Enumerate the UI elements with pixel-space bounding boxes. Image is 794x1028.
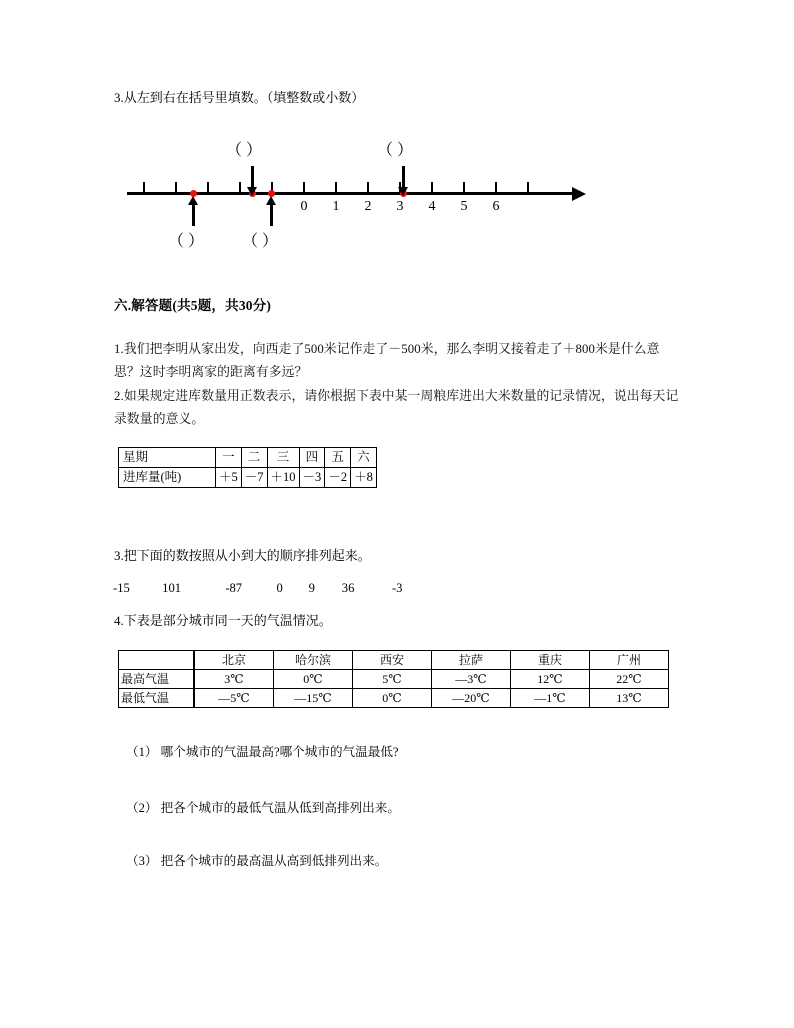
sort-number: 9	[308, 581, 315, 595]
sort-number: -3	[391, 581, 403, 595]
city-header: 西安	[353, 651, 432, 670]
number-line-pointer-down-icon	[251, 166, 254, 188]
table-row	[119, 689, 669, 708]
city-header: 哈尔滨	[274, 651, 353, 670]
number-line-label-1: 1	[332, 199, 340, 214]
question-1-number: 1.	[114, 342, 124, 356]
low-temp-cell: 13℃	[590, 689, 669, 708]
city-header: 北京	[194, 651, 274, 670]
number-line-tick	[175, 182, 177, 193]
question-3-fill-number: 3.	[114, 90, 124, 105]
sort-number: 101	[162, 581, 182, 595]
number-line-tick	[303, 182, 305, 193]
number-line-label-3: 3	[396, 199, 404, 214]
question-2-text: 如果规定进库数量用正数表示，请你根据下表中某一周粮库进出大米数量的记录情况，说出每天记录数量的意义。	[114, 389, 679, 426]
question-4-sub-1: （1） 哪个城市的气温最高?哪个城市的气温最低?	[126, 745, 399, 759]
warehouse-value-cell: ＋8	[351, 468, 377, 488]
high-temp-cell: 0℃	[274, 670, 353, 689]
question-4-sub-2: （2） 把各个城市的最低气温从低到高排列出来。	[126, 801, 400, 815]
warehouse-row-label-weekday: 星期	[119, 448, 216, 468]
low-temp-cell: —5℃	[194, 689, 274, 708]
temperature-table-corner	[119, 651, 195, 670]
warehouse-day-cell: 三	[267, 448, 299, 468]
question-3-number-list	[113, 578, 402, 598]
number-line-tick	[527, 182, 529, 193]
city-temperature-table	[118, 650, 669, 708]
table-row	[119, 651, 669, 670]
question-4-number: 4.	[114, 613, 124, 628]
number-line-label-2: 2	[364, 199, 372, 214]
city-header: 重庆	[511, 651, 590, 670]
warehouse-value-cell: ＋5	[216, 468, 242, 488]
number-line-pointer-down-icon	[402, 166, 405, 188]
question-1	[114, 338, 679, 384]
number-line-upper-blank-1[interactable]: （ ）	[226, 142, 263, 159]
warehouse-day-cell: 四	[299, 448, 325, 468]
number-line-label-6: 6	[492, 199, 500, 214]
question-4-text: 下表是部分城市同一天的气温情况。	[123, 613, 332, 628]
city-header: 拉萨	[432, 651, 511, 670]
number-line-arrowhead-icon	[572, 187, 586, 201]
question-2	[114, 385, 682, 431]
number-line-tick	[495, 182, 497, 193]
question-3-fill-heading	[114, 88, 364, 108]
warehouse-record-table	[118, 447, 377, 488]
question-4-sub-3: （3） 把各个城市的最高温从高到低排列出来。	[126, 854, 388, 868]
number-line-label-5: 5	[460, 199, 468, 214]
question-3-sort-text: 把下面的数按照从小到大的顺序排列起来。	[123, 548, 371, 563]
table-row	[119, 670, 669, 689]
high-temp-cell: 22℃	[590, 670, 669, 689]
warehouse-row-label-amount: 进库量(吨)	[119, 468, 216, 488]
number-line-tick	[143, 182, 145, 193]
sort-number: -87	[225, 581, 243, 595]
number-line-upper-blank-2[interactable]: （ ）	[377, 142, 414, 159]
high-temp-cell: —3℃	[432, 670, 511, 689]
low-temp-cell: —1℃	[511, 689, 590, 708]
number-line-tick	[207, 182, 209, 193]
number-line-lower-blank-1[interactable]: （ ）	[168, 233, 205, 250]
table-row	[119, 448, 377, 468]
warehouse-value-cell: ＋10	[267, 468, 299, 488]
question-3-sort-heading	[114, 546, 371, 566]
question-3-fill-text: 从左到右在括号里填数。（填整数或小数）	[123, 90, 365, 105]
warehouse-day-cell: 五	[325, 448, 351, 468]
section-heading-six: 六.解答题(共5题，共30分)	[114, 298, 272, 313]
number-line-pointer-up-icon	[192, 204, 195, 226]
sort-number: 0	[276, 581, 283, 595]
number-line-label-4: 4	[428, 199, 436, 214]
question-4-heading	[114, 611, 332, 631]
table-row	[119, 468, 377, 488]
low-temp-cell: 0℃	[353, 689, 432, 708]
high-temp-cell: 12℃	[511, 670, 590, 689]
sort-number: 36	[341, 581, 355, 595]
number-line-label-0: 0	[300, 199, 308, 214]
low-temp-cell: —15℃	[274, 689, 353, 708]
number-line-tick	[431, 182, 433, 193]
question-3-sort-number: 3.	[114, 548, 124, 563]
warehouse-day-cell: 二	[241, 448, 267, 468]
row-label-high-temp: 最高气温	[119, 670, 195, 689]
question-1-text: 我们把李明从家出发，向西走了500米记作走了－500米，那么李明又接着走了＋800米是什么意思？这时李明离家的距离有多远？	[114, 342, 660, 379]
number-line-tick	[239, 182, 241, 193]
row-label-low-temp: 最低气温	[119, 689, 195, 708]
number-line-tick	[367, 182, 369, 193]
low-temp-cell: —20℃	[432, 689, 511, 708]
sort-number: -15	[113, 581, 130, 595]
number-line-tick	[335, 182, 337, 193]
question-2-number: 2.	[114, 389, 124, 403]
warehouse-day-cell: 六	[351, 448, 377, 468]
city-header: 广州	[590, 651, 669, 670]
number-line-tick	[463, 182, 465, 193]
number-line-pointer-up-icon	[270, 204, 273, 226]
high-temp-cell: 5℃	[353, 670, 432, 689]
warehouse-value-cell: －7	[241, 468, 267, 488]
warehouse-value-cell: －3	[299, 468, 325, 488]
number-line-lower-blank-2[interactable]: （ ）	[242, 233, 279, 250]
high-temp-cell: 3℃	[194, 670, 274, 689]
warehouse-day-cell: 一	[216, 448, 242, 468]
warehouse-value-cell: －2	[325, 468, 351, 488]
number-line-figure	[110, 138, 610, 260]
